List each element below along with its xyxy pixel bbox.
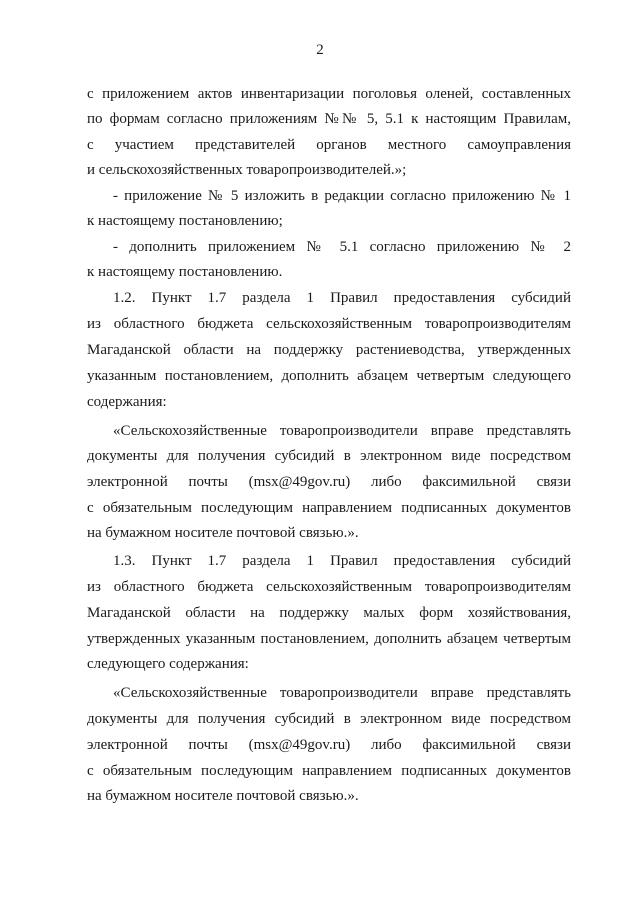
text-line: по формам согласно приложениям №№ 5, 5.1 к настоящим Правилам, — [87, 111, 571, 127]
text-line: к настоящему постановлению. — [87, 264, 283, 280]
text-line: - дополнить приложением № 5.1 согласно приложению № 2 — [113, 239, 571, 255]
text-line: Магаданской области на поддержку малых форм хозяйствования, — [87, 605, 571, 621]
text-line: на бумажном носителе почтовой связью.». — [87, 525, 359, 541]
text-line: электронной почты (msx@49gov.ru) либо факсимильной связи — [87, 474, 571, 490]
page-number: 2 — [316, 42, 324, 58]
text-line: следующего содержания: — [87, 656, 249, 672]
text-line: «Сельскохозяйственные товаропроизводители вправе представлять — [113, 423, 571, 439]
text-line: документы для получения субсидий в электронном виде посредством — [87, 711, 571, 727]
text-line: к настоящему постановлению; — [87, 213, 283, 229]
text-line: и сельскохозяйственных товаропроизводителей.»; — [87, 162, 407, 178]
text-line: документы для получения субсидий в электронном виде посредством — [87, 448, 571, 464]
text-line: утвержденных указанным постановлением, дополнить абзацем четвертым — [87, 631, 571, 647]
text-line: с приложением актов инвентаризации поголовья оленей, составленных — [87, 86, 571, 102]
text-line: «Сельскохозяйственные товаропроизводители вправе представлять — [113, 685, 571, 701]
text-line: из областного бюджета сельскохозяйственным товаропроизводителям — [87, 579, 571, 595]
text-line: с обязательным последующим направлением подписанных документов — [87, 763, 571, 779]
text-line: содержания: — [87, 394, 167, 410]
text-line: из областного бюджета сельскохозяйственным товаропроизводителям — [87, 316, 571, 332]
text-line: 1.3. Пункт 1.7 раздела 1 Правил предоставления субсидий — [113, 553, 571, 569]
text-line: Магаданской области на поддержку растениеводства, утвержденных — [87, 342, 571, 358]
text-line: - приложение № 5 изложить в редакции согласно приложению № 1 — [113, 188, 571, 204]
text-line: 1.2. Пункт 1.7 раздела 1 Правил предоставления субсидий — [113, 290, 571, 306]
text-line: указанным постановлением, дополнить абзацем четвертым следующего — [87, 368, 571, 384]
text-line: электронной почты (msx@49gov.ru) либо факсимильной связи — [87, 737, 571, 753]
text-line: с участием представителей органов местного самоуправления — [87, 137, 571, 153]
text-line: с обязательным последующим направлением подписанных документов — [87, 500, 571, 516]
text-line: на бумажном носителе почтовой связью.». — [87, 788, 359, 804]
